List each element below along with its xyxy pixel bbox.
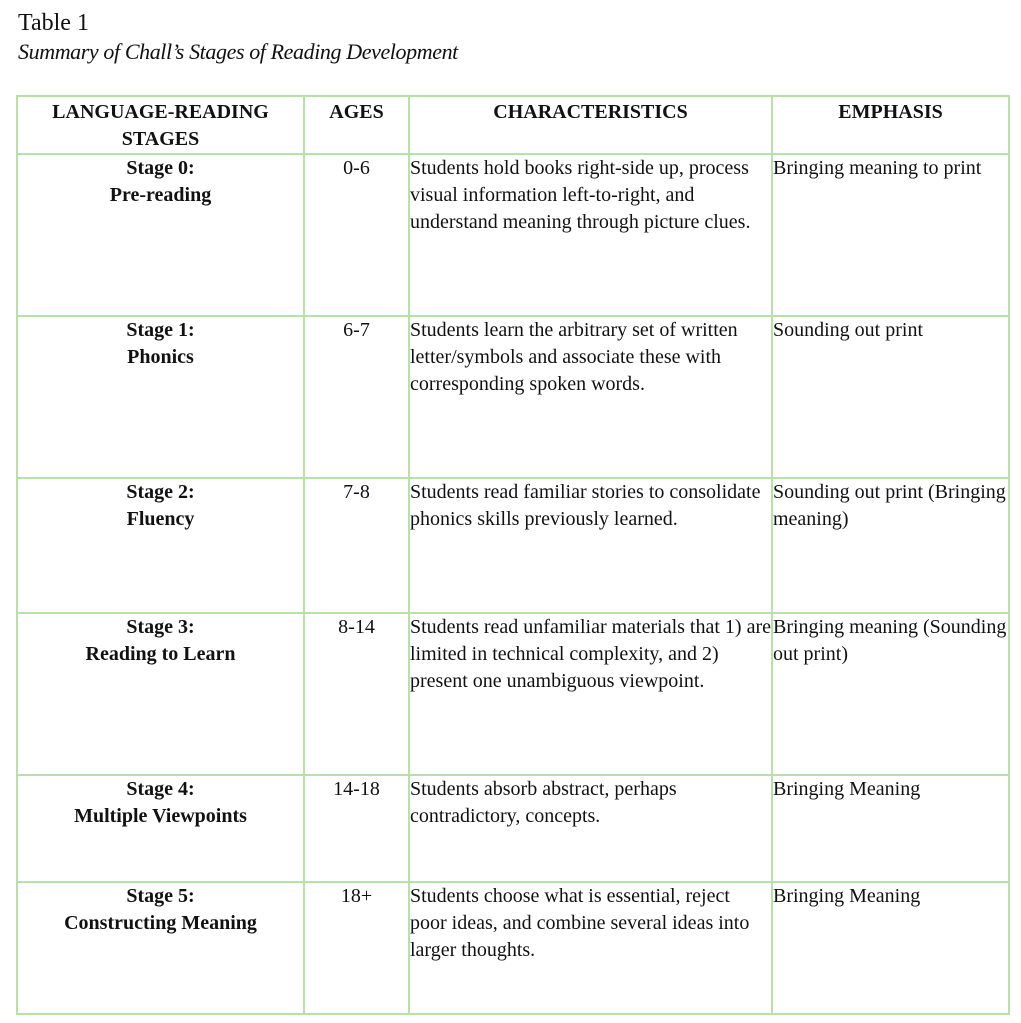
stage-cell bbox=[17, 316, 304, 478]
stage-label: Stage 4: bbox=[126, 778, 195, 800]
stage-cell bbox=[17, 154, 304, 316]
ages-cell: 6-7 bbox=[304, 316, 409, 478]
emphasis-cell: Sounding out print (Bringing meaning) bbox=[772, 478, 1009, 613]
emphasis-cell: Bringing Meaning bbox=[772, 882, 1009, 1014]
stage-name: Reading to Learn bbox=[85, 643, 236, 665]
header-stages-line1: LANGUAGE-READING bbox=[52, 101, 269, 123]
stage-label: Stage 2: bbox=[126, 481, 195, 503]
ages-cell: 7-8 bbox=[304, 478, 409, 613]
characteristics-cell: Students read familiar stories to consolidate phonics skills previously learned. bbox=[409, 478, 772, 613]
characteristics-cell: Students absorb abstract, perhaps contradictory, concepts. bbox=[409, 775, 772, 882]
stage-cell bbox=[17, 613, 304, 775]
ages-cell: 14-18 bbox=[304, 775, 409, 882]
table-title: Summary of Chall’s Stages of Reading Development bbox=[18, 39, 458, 64]
stage-name: Multiple Viewpoints bbox=[74, 805, 247, 827]
stage-cell bbox=[17, 478, 304, 613]
table-number: Table 1 bbox=[18, 10, 89, 36]
stage-name: Pre-reading bbox=[109, 184, 212, 206]
stage-name: Phonics bbox=[127, 346, 194, 368]
table-row bbox=[17, 154, 1009, 316]
header-stages-line2: STAGES bbox=[121, 128, 200, 150]
header-ages: AGES bbox=[304, 96, 409, 154]
emphasis-cell: Sounding out print bbox=[772, 316, 1009, 478]
emphasis-cell: Bringing meaning (Sounding out print) bbox=[772, 613, 1009, 775]
ages-cell: 18+ bbox=[304, 882, 409, 1014]
stage-cell bbox=[17, 775, 304, 882]
stage-name: Constructing Meaning bbox=[64, 912, 257, 934]
header-stages bbox=[17, 96, 304, 154]
characteristics-cell: Students read unfamiliar materials that 1) are limited in technical complexity, and 2) present one unambiguous viewpoint. bbox=[409, 613, 772, 775]
ages-cell: 0-6 bbox=[304, 154, 409, 316]
stage-cell bbox=[17, 882, 304, 1014]
emphasis-cell: Bringing Meaning bbox=[772, 775, 1009, 882]
table-row bbox=[17, 478, 1009, 613]
characteristics-cell: Students hold books right-side up, process visual information left-to-right, and understand meaning through picture clues. bbox=[409, 154, 772, 316]
header-characteristics: CHARACTERISTICS bbox=[409, 96, 772, 154]
characteristics-cell: Students choose what is essential, reject poor ideas, and combine several ideas into larger thoughts. bbox=[409, 882, 772, 1014]
stage-name: Fluency bbox=[126, 508, 195, 530]
header-emphasis: EMPHASIS bbox=[772, 96, 1009, 154]
reading-stages-table bbox=[16, 95, 1010, 1015]
header-row bbox=[17, 96, 1009, 154]
characteristics-cell: Students learn the arbitrary set of written letter/symbols and associate these with corresponding spoken words. bbox=[409, 316, 772, 478]
stage-label: Stage 0: bbox=[126, 157, 195, 179]
emphasis-cell: Bringing meaning to print bbox=[772, 154, 1009, 316]
table-row bbox=[17, 316, 1009, 478]
table-row bbox=[17, 613, 1009, 775]
ages-cell: 8-14 bbox=[304, 613, 409, 775]
table-row bbox=[17, 775, 1009, 882]
stage-label: Stage 5: bbox=[126, 885, 195, 907]
table-row bbox=[17, 882, 1009, 1014]
stage-label: Stage 1: bbox=[126, 319, 195, 341]
stage-label: Stage 3: bbox=[126, 616, 195, 638]
